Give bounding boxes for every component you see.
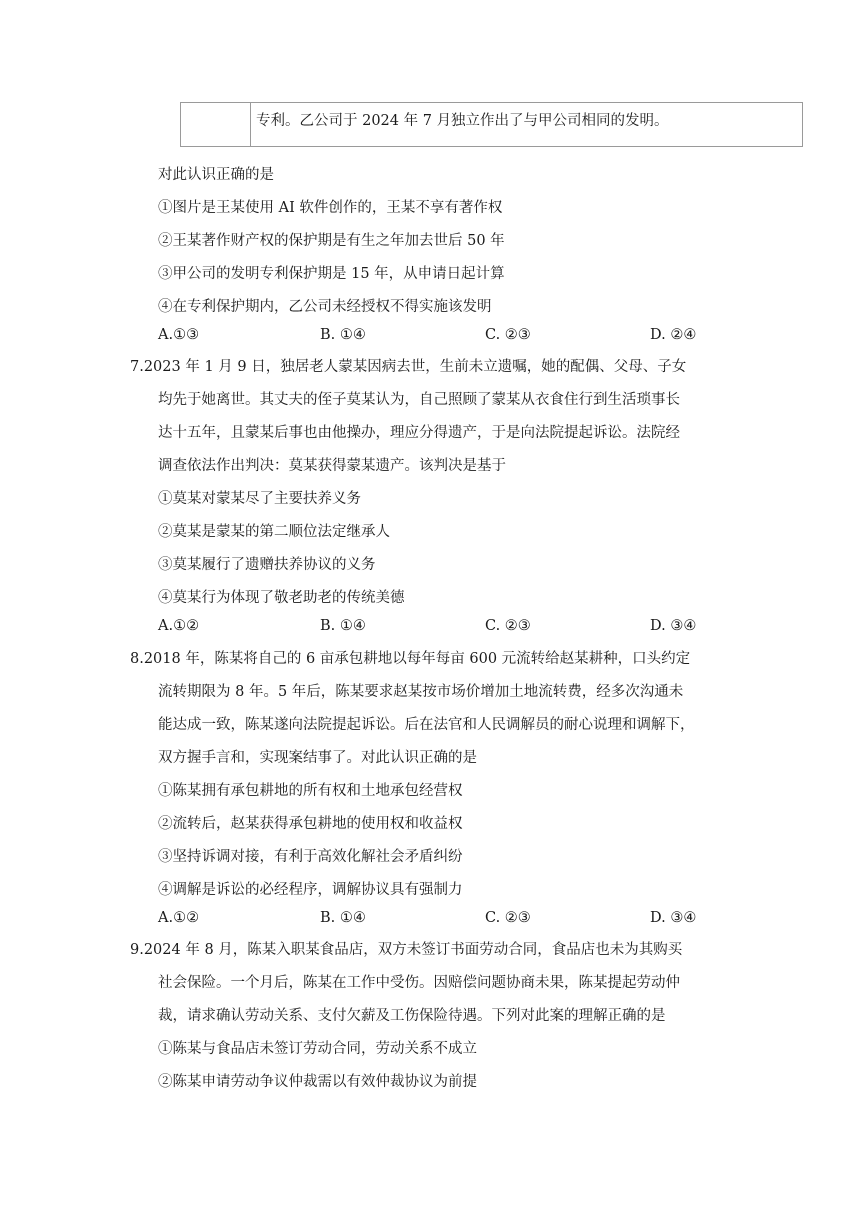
- q9-item-2: ②陈某申请劳动争议仲裁需以有效仲裁协议为前提: [158, 1074, 477, 1090]
- q6-option-a: A.①③: [158, 327, 200, 343]
- q8-option-c: C. ②③: [485, 910, 531, 926]
- q8-item-1: ①陈某拥有承包耕地的所有权和土地承包经营权: [158, 783, 463, 799]
- q8-line-4: 双方握手言和，实现案结事了。对此认识正确的是: [158, 750, 477, 766]
- q7-item-3: ③莫某履行了遗赠扶养协议的义务: [158, 557, 376, 573]
- q9-line-2: 社会保险。一个月后，陈某在工作中受伤。因赔偿问题协商未果，陈某提起劳动仲: [158, 975, 680, 991]
- q6-option-b: B. ①④: [320, 327, 366, 343]
- q9-line-3: 裁，请求确认劳动关系、支付欠薪及工伤保险待遇。下列对此案的理解正确的是: [158, 1008, 666, 1024]
- q8-item-4: ④调解是诉讼的必经程序，调解协议具有强制力: [158, 882, 463, 898]
- q7-option-d: D. ③④: [650, 618, 697, 634]
- q6-item-1: ①图片是王某使用 AI 软件创作的，王某不享有著作权: [158, 200, 503, 216]
- q7-option-c: C. ②③: [485, 618, 531, 634]
- q6-stem: 对此认识正确的是: [158, 167, 274, 183]
- q6-item-2: ②王某著作财产权的保护期是有生之年加去世后 50 年: [158, 233, 505, 249]
- q8-line-1: 8.2018 年，陈某将自己的 6 亩承包耕地以每年每亩 600 元流转给赵某耕种，口头约定: [130, 651, 691, 667]
- q6-item-4: ④在专利保护期内，乙公司未经授权不得实施该发明: [158, 299, 492, 315]
- q7-item-2: ②莫某是蒙某的第二顺位法定继承人: [158, 524, 390, 540]
- q7-line-3: 达十五年，且蒙某后事也由他操办，理应分得遗产，于是向法院提起诉讼。法院经: [158, 425, 680, 441]
- table-left-cell: [181, 103, 251, 146]
- q7-line-4: 调查依法作出判决：莫某获得蒙某遗产。该判决是基于: [158, 458, 506, 474]
- q7-item-4: ④莫某行为体现了敬老助老的传统美德: [158, 590, 405, 606]
- q8-item-2: ②流转后，赵某获得承包耕地的使用权和收益权: [158, 816, 463, 832]
- q8-option-a: A.①②: [158, 910, 200, 926]
- patent-table: [180, 102, 803, 147]
- q7-item-1: ①莫某对蒙某尽了主要扶养义务: [158, 491, 361, 507]
- q8-option-d: D. ③④: [650, 910, 697, 926]
- q9-line-1: 9.2024 年 8 月，陈某入职某食品店，双方未签订书面劳动合同，食品店也未为其购买: [130, 942, 683, 958]
- q8-item-3: ③坚持诉调对接，有利于高效化解社会矛盾纠纷: [158, 849, 463, 865]
- q6-option-c: C. ②③: [485, 327, 531, 343]
- q8-line-3: 能达成一致，陈某遂向法院提起诉讼。后在法官和人民调解员的耐心说理和调解下，: [158, 717, 695, 733]
- q6-item-3: ③甲公司的发明专利保护期是 15 年，从申请日起计算: [158, 266, 505, 282]
- q8-option-b: B. ①④: [320, 910, 366, 926]
- q9-item-1: ①陈某与食品店未签订劳动合同，劳动关系不成立: [158, 1041, 477, 1057]
- table-right-cell: 专利。乙公司于 2024 年 7 月独立作出了与甲公司相同的发明。: [256, 113, 669, 129]
- q7-option-a: A.①②: [158, 618, 200, 634]
- q7-line-1: 7.2023 年 1 月 9 日，独居老人蒙某因病去世，生前未立遗嘱，她的配偶、父母、子女: [130, 359, 687, 375]
- q7-option-b: B. ①④: [320, 618, 366, 634]
- q6-option-d: D. ②④: [650, 327, 697, 343]
- q7-line-2: 均先于她离世。其丈夫的侄子莫某认为，自己照顾了蒙某从衣食住行到生活琐事长: [158, 392, 680, 408]
- q8-line-2: 流转期限为 8 年。5 年后，陈某要求赵某按市场价增加土地流转费，经多次沟通未: [158, 684, 684, 700]
